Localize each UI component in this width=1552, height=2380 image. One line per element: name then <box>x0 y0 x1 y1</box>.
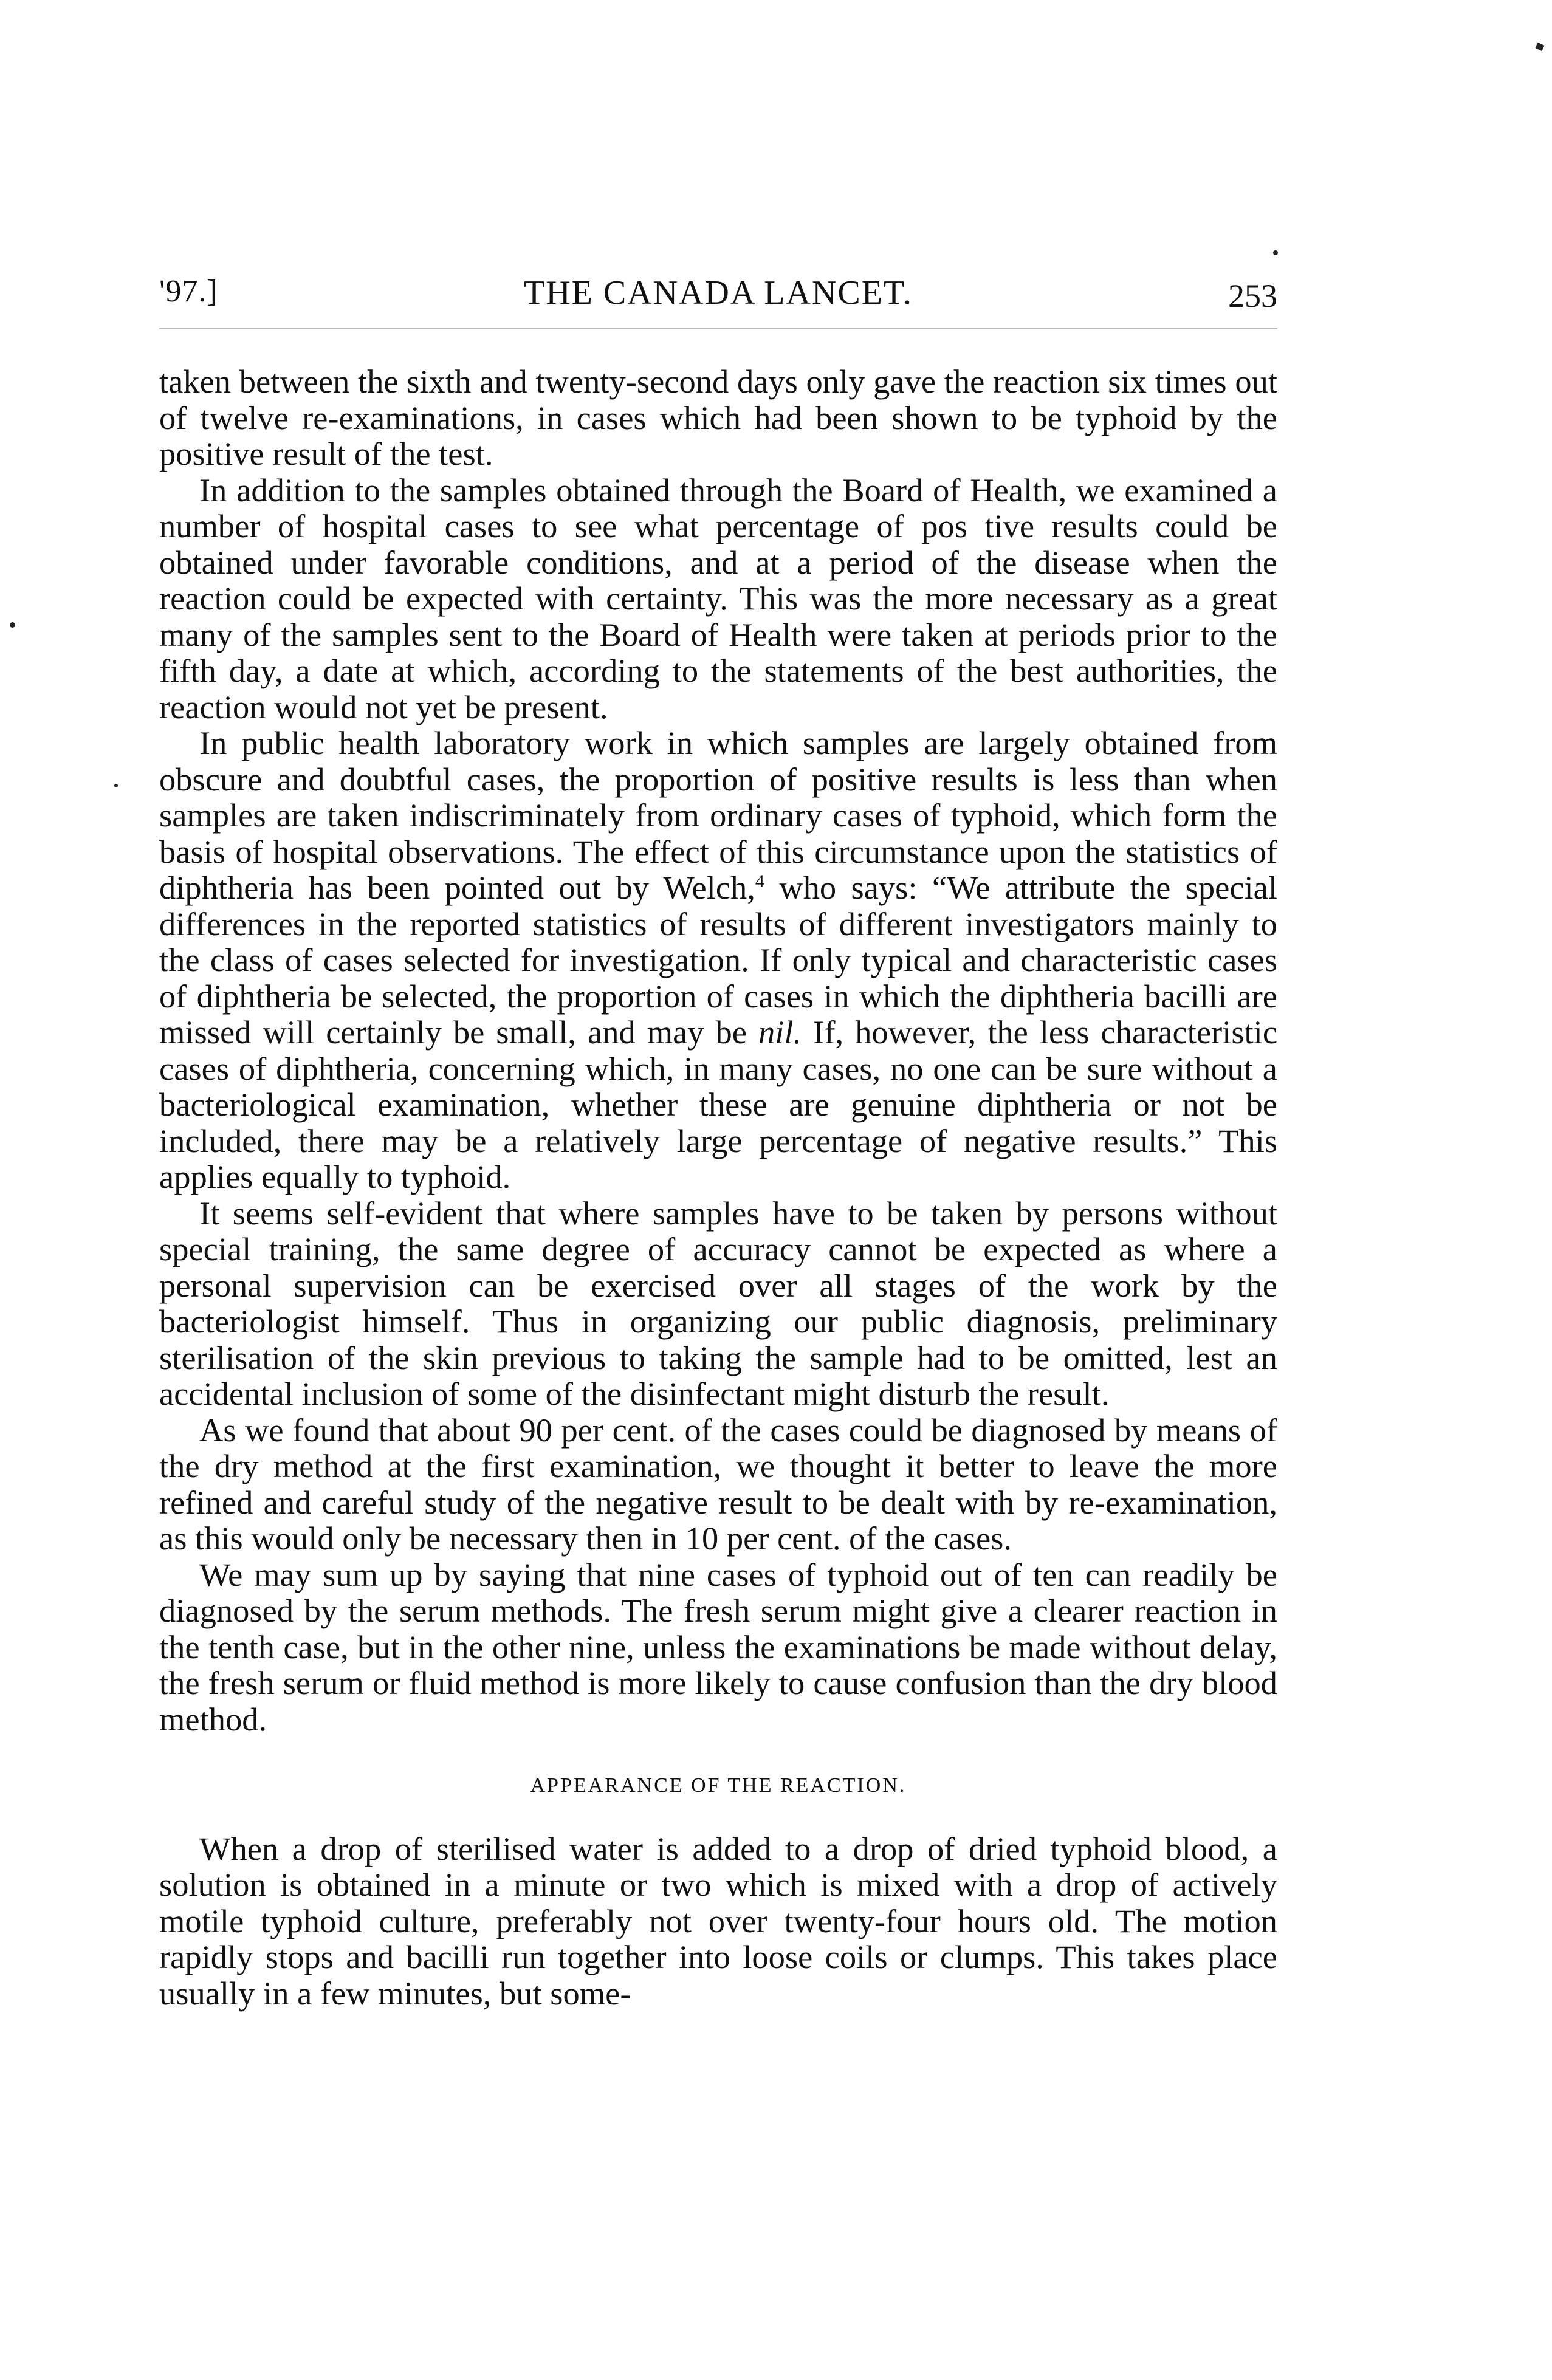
paragraph: We may sum up by saying that nine cases of typhoid out of ten can readily be diagnosed by the serum methods. The fresh serum might give a clearer reaction in the tenth case, but in the other nine, unless the examinations be made without delay, the fresh serum or fluid method is more likely to cause confusion than the dry blood method. <box>159 1555 1277 1738</box>
paragraph-text: who says: “We attribute the special differences in the reported statistics of results of different investigators mainly to the class of cases selected for investigation. If only typical and characteristic cases of diphtheria be selected, the proportion of cases in which the diphtheria bacilli are missed will certainly be small, and may be <box>159 869 1277 1051</box>
section-heading: APPEARANCE OF THE REACTION. <box>530 1774 907 1797</box>
header-page-number: 253 <box>1228 278 1277 314</box>
paragraph: It seems self-evident that where samples have to be taken by persons without special training, the same degree of accuracy cannot be expected as where a personal supervision can be exercised over all stages of the work by the bacteriologist himself. Thus in organizing our public diagnosis, preliminary sterilisation of the skin previous to taking the sample had to be omitted, lest an accidental inclusion of some of the disinfectant might disturb the result. <box>159 1194 1277 1412</box>
italic-text: nil. <box>758 1013 802 1051</box>
paragraph-text: In public health laboratory work in which samples are largely obtained from obscure and doubtful cases, the proportion of positive results is less than when samples are taken indiscriminately from ordinary cases of typhoid, which form the basis of hospital observations. The effect of this circumstance upon the statistics of diphtheria has been pointed out by Welch, <box>159 724 1277 906</box>
paragraph: As we found that about 90 per cent. of the cases could be diagnosed by means of the dry method at the first examination, we thought it better to leave the more refined and careful study of the negative result to be dealt with by re-examination, as this would only be necessary then in 10 per cent. of the cases. <box>159 1411 1277 1557</box>
scan-mark <box>114 784 118 787</box>
running-header <box>159 273 1277 322</box>
paragraph: In addition to the samples obtained through the Board of Health, we examined a number of hospital cases to see what percentage of pos tive results could be obtained under favorable conditions, and at a period of the disease when the reaction could be expected with certainty. This was the more necessary as a great many of the samples sent to the Board of Health were taken at periods prior to the fifth day, a date at which, according to the statements of the best authorities, the reaction would not yet be present. <box>159 471 1277 725</box>
paragraph: taken between the sixth and twenty-second days only gave the reaction six times out of twelve re-examinations, in cases which had been shown to be typhoid by the positive result of the test. <box>159 363 1277 472</box>
footnote-reference: 4 <box>755 871 764 891</box>
scan-mark <box>10 622 15 628</box>
header-journal-title: THE CANADA LANCET. <box>523 274 913 312</box>
body-text <box>159 363 1277 2011</box>
scan-mark <box>1535 43 1544 51</box>
header-rule <box>159 328 1277 329</box>
paragraph: When a drop of sterilised water is added to a drop of dried typhoid blood, a solution is obtained in a minute or two which is mixed with a drop of actively motile typhoid culture, preferably not over twenty-four hours old. The motion rapidly stops and bacilli run together into loose coils or clumps. This takes place usually in a few minutes, but some- <box>159 1830 1277 2012</box>
paragraph <box>159 725 1277 1195</box>
scan-mark <box>1273 250 1278 255</box>
paragraph-text: If, however, the less characteristic cases of diphtheria, concerning which, in many cases, no one can be sure without a bacteriological examination, whether these are genuine diphtheria or not be included, there may be a relatively large percentage of negative results.” This applies equally to typhoid. <box>159 1013 1278 1195</box>
header-year: '97.] <box>159 274 218 309</box>
